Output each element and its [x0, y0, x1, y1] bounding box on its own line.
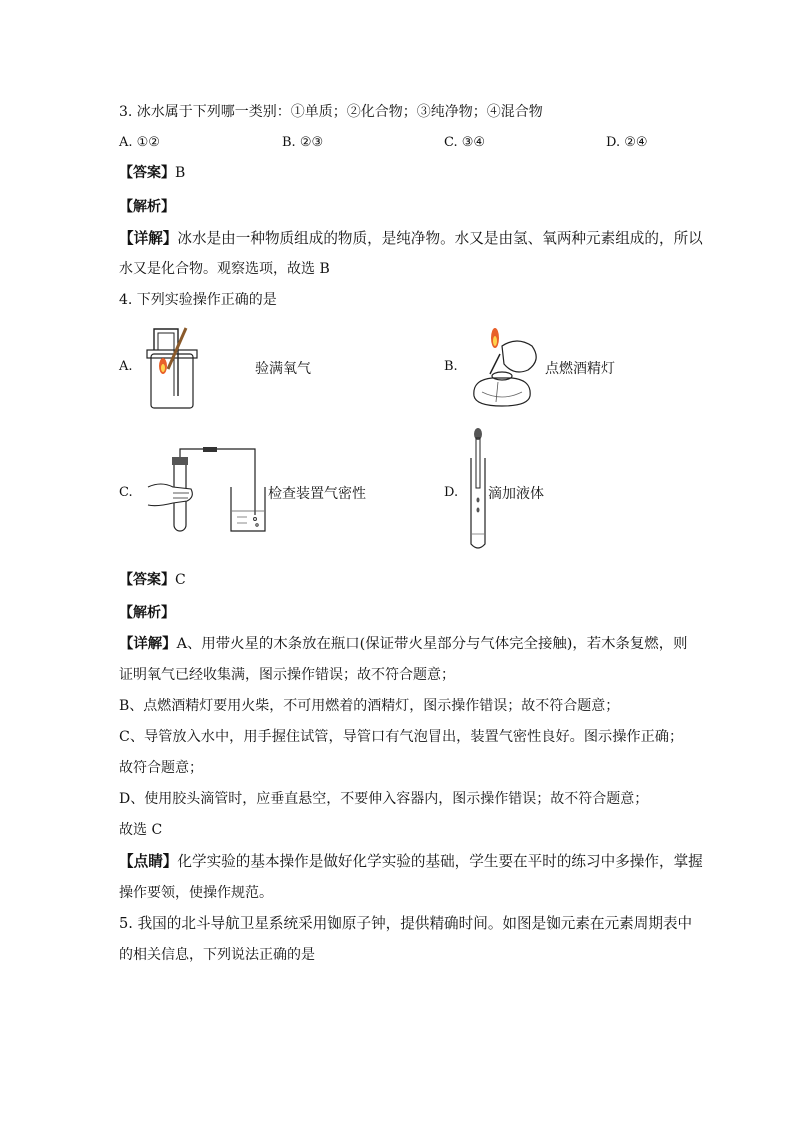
q4-detail-line7: 故选 C: [119, 822, 163, 838]
q4-answer: [119, 570, 186, 590]
q3-detail-line1: [119, 229, 703, 249]
fig-a-letter: A.: [119, 359, 133, 374]
q4-comment-line1: [119, 852, 703, 872]
q3-option-c: C. ③④: [444, 135, 486, 150]
analysis-tag: 【解析】: [119, 605, 175, 621]
q5-stem-line1: 5. 我国的北斗导航卫星系统采用铷原子钟，提供精确时间。如图是铷元素在元素周期表中: [119, 915, 693, 932]
q4-detail-line3: B、点燃酒精灯要用火柴，不可用燃着的酒精灯，图示操作错误；故不符合题意；: [119, 698, 620, 714]
answer-value: B: [175, 165, 186, 181]
answer-value: C: [175, 572, 186, 588]
q4-comment-line2: 操作要领，使操作规范。: [119, 885, 273, 901]
q4-analysis-tag: [119, 603, 175, 623]
detail-tag: 【详解】: [119, 230, 178, 247]
q3-option-b: B. ②③: [282, 135, 324, 150]
fig-d-letter: D.: [444, 485, 459, 500]
q3-option-a: A. ①②: [119, 135, 160, 150]
detail-text: 冰水是由一种物质组成的物质，是纯净物。水又是由氢、氧两种元素组成的，所以: [177, 230, 703, 247]
q4-detail-line4: C、导管放入水中，用手握住试管，导管口有气泡冒出，装置气密性良好。图示操作正确；: [119, 729, 684, 745]
answer-tag: 【答案】: [119, 572, 175, 588]
q5-stem-line2: 的相关信息，下列说法正确的是: [119, 947, 315, 963]
detail-tag: 【详解】: [119, 635, 177, 652]
q3-option-d: D. ②④: [606, 135, 648, 150]
dropper-figure: [466, 428, 490, 552]
q4-detail-line6: D、使用胶头滴管时，应垂直悬空，不要伸入容器内，图示操作错误；故不符合题意；: [119, 791, 649, 807]
q4-stem: 4. 下列实验操作正确的是: [119, 292, 277, 308]
q3-answer: [119, 163, 185, 183]
q3-analysis-tag: [119, 197, 175, 217]
fig-a-caption: 验满氧气: [255, 361, 311, 377]
q4-detail-line5: 故符合题意；: [119, 760, 203, 776]
fig-c-caption: 检查装置气密性: [268, 486, 366, 502]
fig-c-letter: C.: [119, 485, 133, 500]
q4-detail-line2: 证明氧气已经收集满，图示操作错误；故不符合题意；: [119, 667, 455, 683]
fig-d-caption: 滴加液体: [488, 486, 544, 502]
alcohol-lamp-figure: [462, 318, 542, 410]
comment-text: 化学实验的基本操作是做好化学实验的基础，学生要在平时的练习中多操作，掌握: [177, 853, 703, 870]
comment-tag: 【点睛】: [119, 853, 178, 870]
analysis-tag: 【解析】: [119, 199, 175, 215]
detail-text: A、用带火星的木条放在瓶口(保证带火星部分与气体完全接触)，若木条复燃，则: [176, 636, 688, 652]
oxygen-bottle-figure: [140, 324, 210, 412]
airtightness-check-figure: [143, 447, 268, 537]
q3-stem: 3. 冰水属于下列哪一类别：①单质；②化合物；③纯净物；④混合物: [119, 104, 543, 120]
answer-tag: 【答案】: [119, 165, 175, 181]
q3-detail-line2: 水又是化合物。观察选项，故选 B: [119, 261, 330, 277]
fig-b-caption: 点燃酒精灯: [545, 361, 615, 377]
fig-b-letter: B.: [444, 359, 458, 374]
q4-detail-line1: [119, 634, 687, 654]
